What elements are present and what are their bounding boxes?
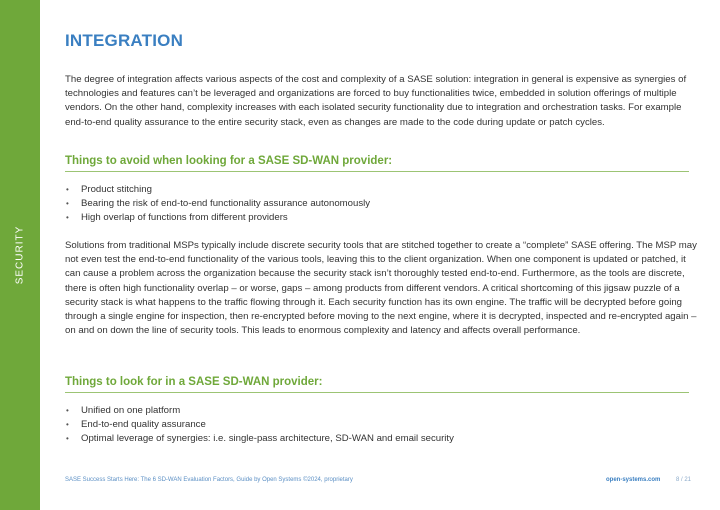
footer-website-link[interactable]: open-systems.com bbox=[606, 477, 661, 483]
avoid-list bbox=[65, 183, 370, 225]
page-number: 8 / 21 bbox=[676, 477, 692, 483]
intro-paragraph: The degree of integration affects various aspects of the cost and complexity of a SASE solution: integration in general is expensive as synergies of technologies and features can’t be leveraged and organizations are forced to buy functionalities twice, embedded in solution offerings of multiple vendors. On the other hand, complexity increases with each isolated security functionality due to integration and orchestration tasks. For example end-to-end quality assurance to the entire security stack, even as changes are made to the code during update or patch cycles. bbox=[65, 74, 687, 128]
list-item: • Product stitching bbox=[65, 183, 370, 197]
list-item: • End-to-end quality assurance bbox=[65, 418, 454, 432]
page-title: INTEGRATION bbox=[65, 31, 184, 50]
list-item: • High overlap of functions from different providers bbox=[65, 211, 370, 225]
sidebar-section-label: SECURITY bbox=[14, 225, 26, 285]
body-paragraph: Solutions from traditional MSPs typically include discrete security tools that are stitched together to create a “complete” SASE offering. The MSP may not even test the end-to-end functionality of the various tools, leaving this to the client organization. When one component is updated or patched, it can cause a problem across the organization because the security stack isn’t thoroughly tested end-to-end. Furthermore, as the tools are discrete, there is often high functionality overlap – or worse, gaps – among products from different vendors. A critical shortcoming of this jigsaw puzzle of a security stack is what happens to the traffic flowing through it. Each security function has its own engine. The traffic will be decrypted before going through a single engine for inspection, then re-encrypted before moving to the next engine, where it is decrypted, inspected and re-encrypted again – on and on down the line of security tools. This leads to enormous complexity and latency and affects overall performance. bbox=[65, 240, 697, 337]
footer-document-title: SASE Success Starts Here: The 6 SD-WAN Evaluation Factors, Guide by Open Systems ©2024, proprietary bbox=[65, 477, 353, 483]
lookfor-list bbox=[65, 404, 454, 446]
list-item: • Bearing the risk of end-to-end functionality assurance autonomously bbox=[65, 197, 370, 211]
avoid-heading: Things to avoid when looking for a SASE SD-WAN provider: bbox=[65, 155, 689, 172]
lookfor-heading: Things to look for in a SASE SD-WAN provider: bbox=[65, 376, 689, 393]
list-item: • Unified on one platform bbox=[65, 404, 454, 418]
list-item: • Optimal leverage of synergies: i.e. single-pass architecture, SD-WAN and email security bbox=[65, 432, 454, 446]
section-sidebar bbox=[0, 0, 40, 510]
